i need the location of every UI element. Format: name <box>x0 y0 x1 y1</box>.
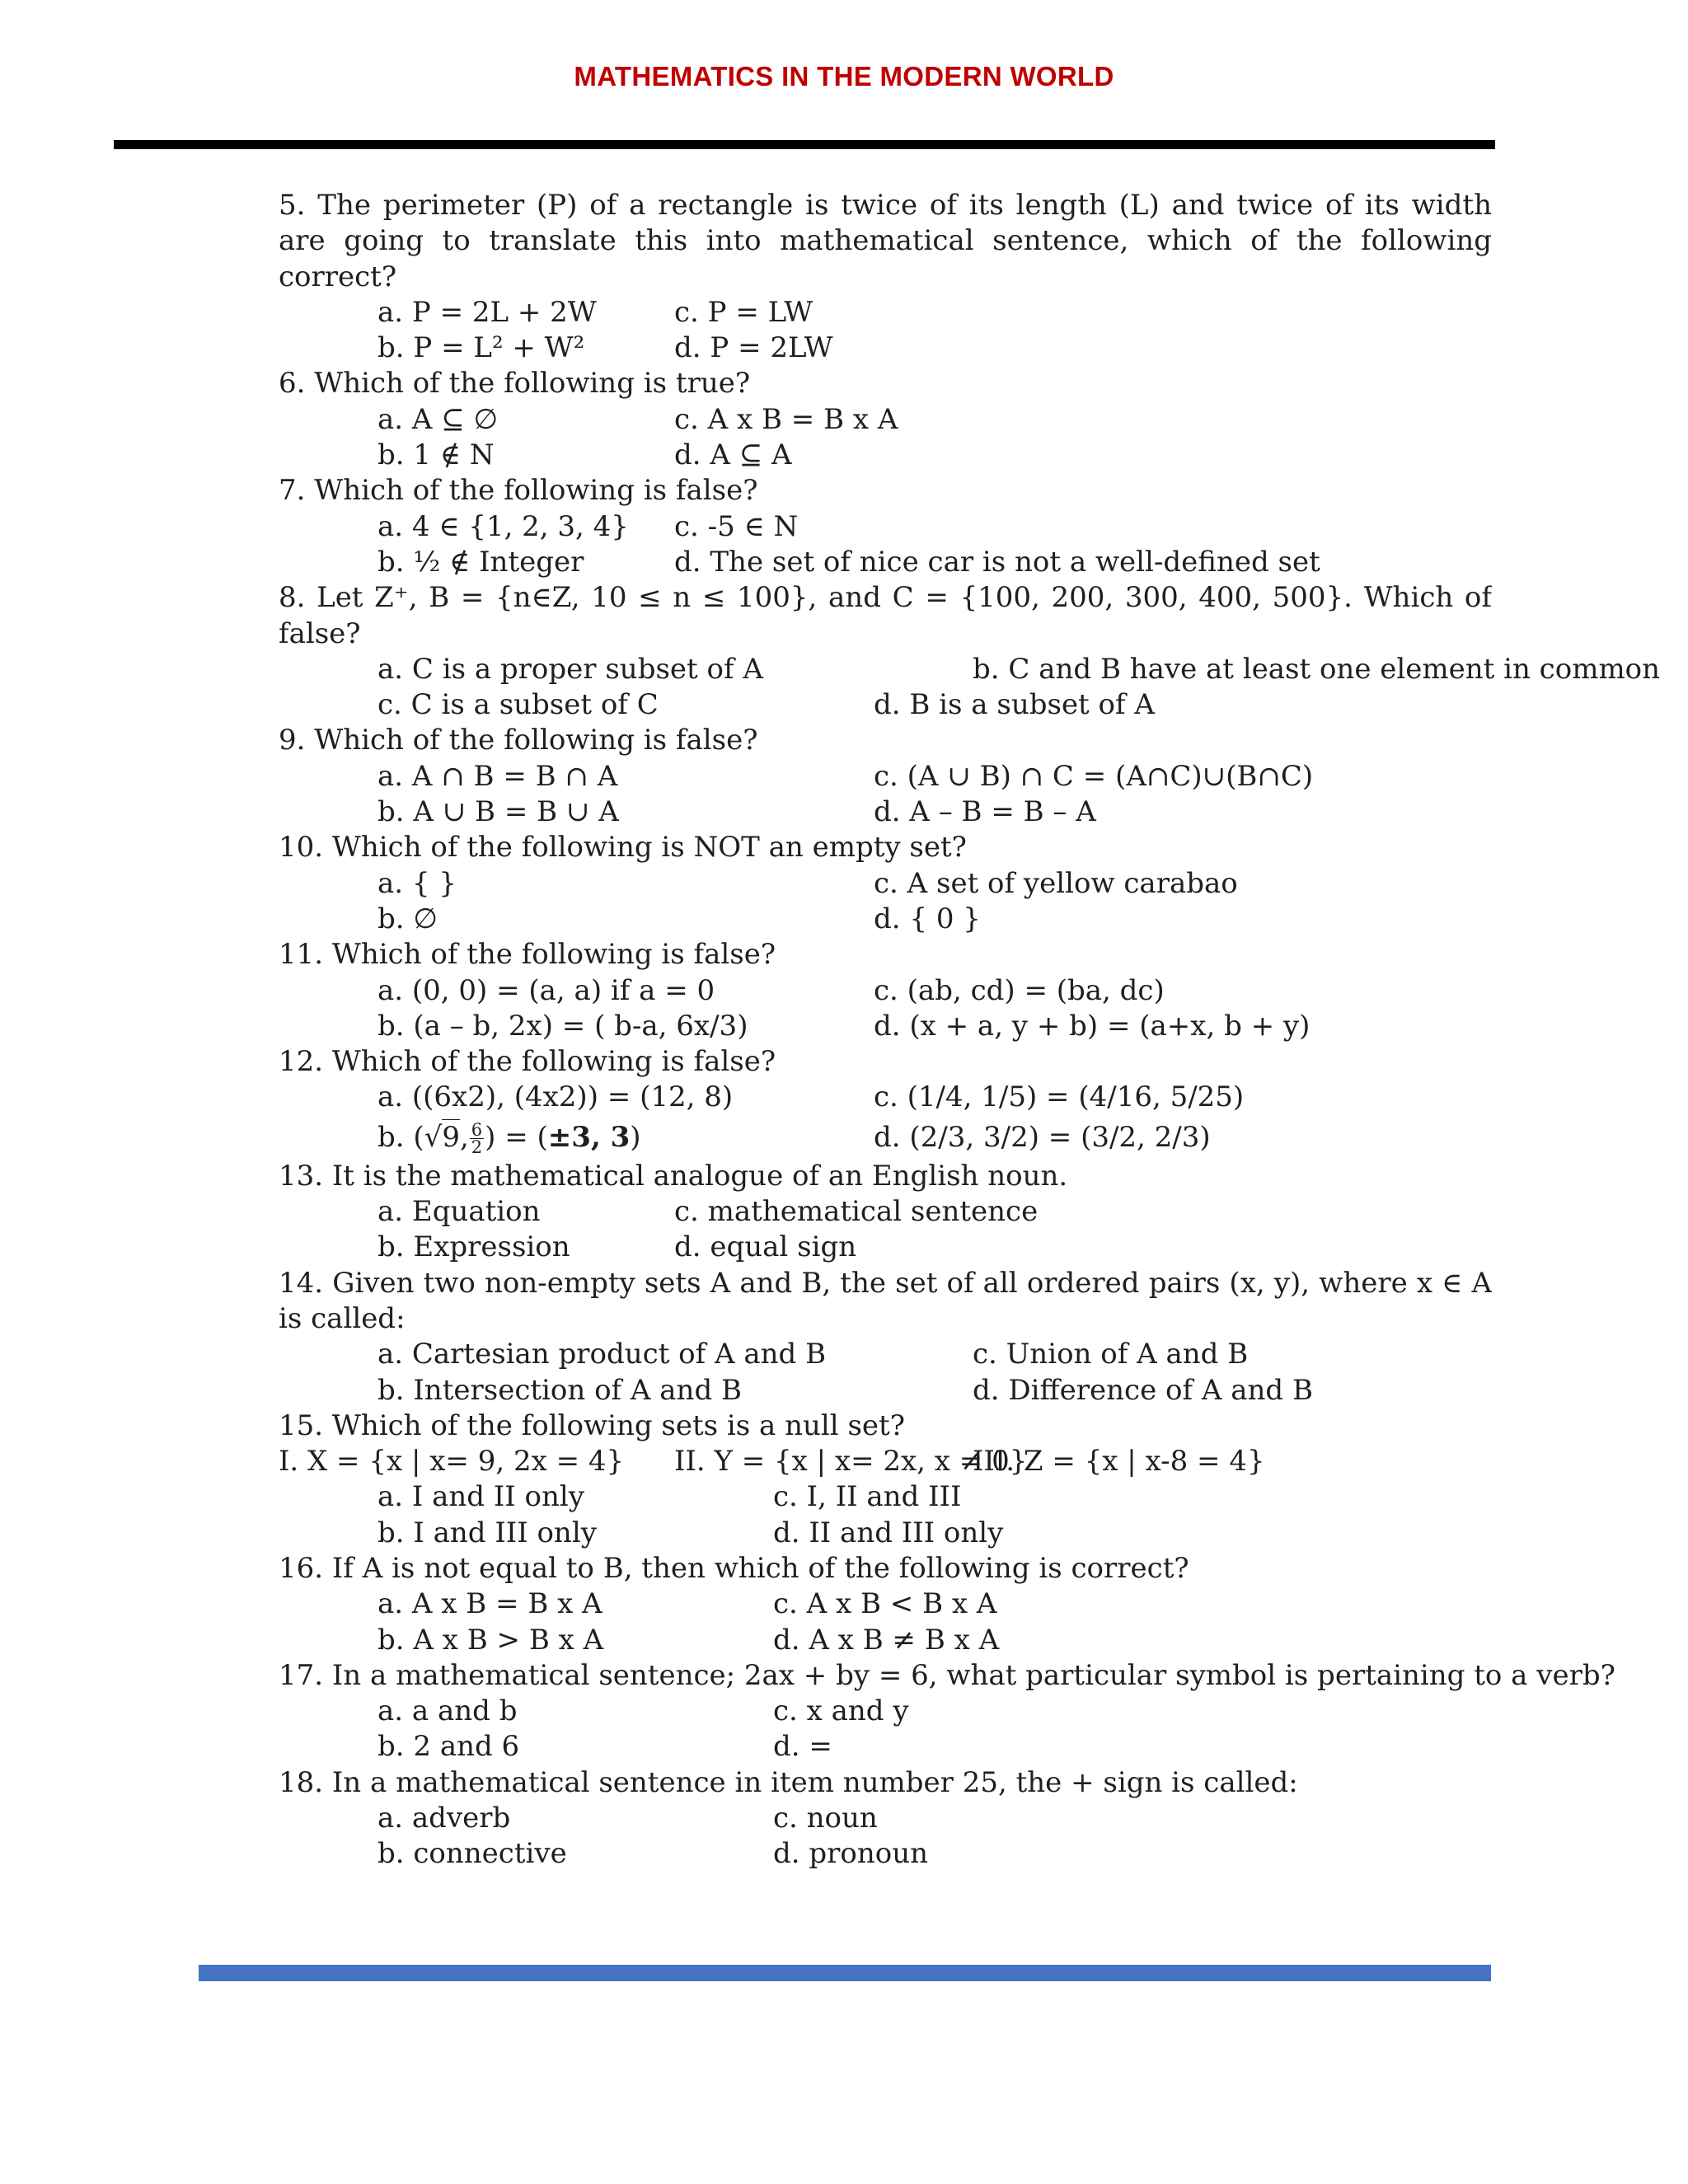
set-iii: III. Z = {x | x-8 = 4} <box>973 1445 1265 1479</box>
question-12: 12. Which of the following is false? <box>279 1045 776 1079</box>
option-b: b. ∅ <box>377 902 438 935</box>
option-a: a. A ⊆ ∅ <box>377 402 499 436</box>
options-row <box>279 1080 1492 1115</box>
option-b: b. 2 and 6 <box>377 1730 520 1764</box>
options-row <box>279 438 1492 473</box>
options-row <box>279 1337 1492 1372</box>
option-a: a. A ∩ B = B ∩ A <box>377 759 618 793</box>
option-b: b. (√9, $\frac{6}{2}$ ) = (±3, 3) <box>377 1120 641 1158</box>
option-a: a. (0, 0) = (a, a) if a = 0 <box>377 973 715 1007</box>
option-d: d. = <box>773 1730 832 1764</box>
option-c: c. I, II and III <box>773 1480 962 1514</box>
option-c: c. C is a subset of C <box>377 688 659 722</box>
option-b: b. Intersection of A and B <box>377 1373 743 1407</box>
option-c: c. A set of yellow carabao <box>874 866 1238 900</box>
options-row <box>279 1009 1492 1044</box>
option-c: c. A x B = B x A <box>674 402 898 436</box>
fraction-numerator: 6 <box>471 1120 483 1141</box>
option-b: b. (a – b, 2x) = ( b-a, 6x/3) <box>377 1009 748 1043</box>
bold-answer: ±3, 3 <box>547 1120 631 1154</box>
option-d: d. A – B = B – A <box>874 795 1096 829</box>
options-row <box>279 1516 1492 1551</box>
options-row <box>279 1586 1492 1622</box>
options-row <box>279 973 1492 1009</box>
question-5-line-3: correct? <box>279 260 397 293</box>
option-d: d. (x + a, y + b) = (a+x, b + y) <box>874 1009 1311 1043</box>
question-8-line-1: 8. Let Z⁺, B = {n∈Z, 10 ≤ n ≤ 100}, and C = {100, 200, 300, 400, 500}. Which of <box>279 581 1492 615</box>
option-b: b. P = L² + W² <box>377 331 585 365</box>
question-13: 13. It is the mathematical analogue of an English noun. <box>279 1159 1068 1193</box>
option-d: d. B is a subset of A <box>874 688 1155 722</box>
option-a: a. ((6x2), (4x2)) = (12, 8) <box>377 1080 734 1114</box>
options-row <box>279 759 1492 794</box>
sqrt-radicand: 9 <box>442 1120 460 1154</box>
question-16: 16. If A is not equal to B, then which of the following is correct? <box>279 1551 1189 1585</box>
question-6: 6. Which of the following is true? <box>279 367 751 401</box>
option-a: a. A x B = B x A <box>377 1587 603 1621</box>
option-a: a. { } <box>377 866 457 900</box>
options-row <box>279 902 1492 937</box>
question-11: 11. Which of the following is false? <box>279 938 776 972</box>
option-d: d. The set of nice car is not a well-defined set <box>674 545 1320 579</box>
option-b: b. A x B > B x A <box>377 1623 604 1657</box>
option-b: b. Expression <box>377 1230 570 1264</box>
option-b: b. I and III only <box>377 1516 597 1549</box>
set-definitions-row <box>279 1444 1492 1479</box>
options-row <box>279 1116 1492 1159</box>
options-row <box>279 1623 1492 1658</box>
options-row <box>279 687 1492 723</box>
options-row <box>279 295 1492 330</box>
option-c: c. x and y <box>773 1694 909 1728</box>
option-c: c. (ab, cd) = (ba, dc) <box>874 973 1165 1007</box>
sqrt-symbol: √ <box>424 1120 443 1154</box>
option-c: c. (1/4, 1/5) = (4/16, 5/25) <box>874 1080 1245 1114</box>
option-a: a. Cartesian product of A and B <box>377 1338 827 1371</box>
option-b: b. connective <box>377 1837 567 1871</box>
footer-divider <box>199 1965 1491 1981</box>
option-a: a. adverb <box>377 1802 511 1835</box>
option-b: b. A ∪ B = B ∪ A <box>377 795 619 829</box>
option-d: d. P = 2LW <box>674 331 833 365</box>
set-i: I. X = {x | x= 9, 2x = 4} <box>279 1445 625 1479</box>
set-ii: II. Y = {x | x= 2x, x ≠ 0} <box>674 1445 1028 1479</box>
option-c: c. noun <box>773 1802 878 1835</box>
option-a: a. C is a proper subset of A <box>377 652 763 686</box>
option-b: b. 1 ∉ N <box>377 438 495 472</box>
option-d: d. Difference of A and B <box>973 1373 1313 1407</box>
options-row <box>279 1194 1492 1230</box>
options-row <box>279 1729 1492 1765</box>
option-c: c. Union of A and B <box>973 1338 1249 1371</box>
question-18: 18. In a mathematical sentence in item number 25, the + sign is called: <box>279 1765 1298 1799</box>
option-a: a. 4 ∈ {1, 2, 3, 4} <box>377 509 629 543</box>
options-row <box>279 866 1492 902</box>
options-row <box>279 402 1492 438</box>
question-7: 7. Which of the following is false? <box>279 474 758 508</box>
question-5-line-2: are going to translate this into mathematical sentence, which of the following <box>279 224 1492 258</box>
option-d: d. A ⊆ A <box>674 438 792 472</box>
option-b: b. C and B have at least one element in common <box>973 652 1661 686</box>
question-8-line-2: false? <box>279 616 361 650</box>
option-c: c. (A ∪ B) ∩ C = (A∩C)∪(B∩C) <box>874 759 1314 793</box>
question-list <box>279 188 1661 1872</box>
question-14-line-1: 14. Given two non-empty sets A and B, the set of all ordered pairs (x, y), where x ∈ A <box>279 1266 1492 1300</box>
option-d: d. pronoun <box>773 1837 929 1871</box>
question-5-line-1: 5. The perimeter (P) of a rectangle is twice of its length (L) and twice of its width <box>279 189 1492 222</box>
options-row <box>279 1801 1492 1836</box>
option-c: c. -5 ∈ N <box>674 509 799 543</box>
fraction-denominator: 2 <box>471 1137 483 1158</box>
option-a: a. P = 2L + 2W <box>377 295 597 329</box>
options-row <box>279 330 1492 366</box>
page-header-title: MATHEMATICS IN THE MODERN WORLD <box>574 61 1114 91</box>
options-row <box>279 545 1492 580</box>
options-row <box>279 1479 1492 1515</box>
options-row <box>279 509 1492 545</box>
option-d: d. { 0 } <box>874 902 981 935</box>
option-a: a. a and b <box>377 1694 518 1728</box>
options-row <box>279 652 1661 687</box>
question-9: 9. Which of the following is false? <box>279 724 758 757</box>
options-row <box>279 794 1492 830</box>
option-d: d. A x B ≠ B x A <box>773 1623 1000 1657</box>
option-c: c. P = LW <box>674 295 814 329</box>
options-row <box>279 1230 1492 1265</box>
question-10: 10. Which of the following is NOT an empty set? <box>279 831 967 865</box>
question-17: 17. In a mathematical sentence; 2ax + by = 6, what particular symbol is pertaining to a verb? <box>279 1658 1615 1692</box>
options-row <box>279 1373 1492 1408</box>
options-row <box>279 1836 1492 1872</box>
header-divider <box>114 140 1495 149</box>
option-a: a. I and II only <box>377 1480 584 1514</box>
options-row <box>279 1694 1492 1729</box>
option-c: c. A x B < B x A <box>773 1587 997 1621</box>
question-15: 15. Which of the following sets is a null set? <box>279 1408 905 1442</box>
option-d: d. equal sign <box>674 1230 857 1264</box>
question-14-line-2: is called: <box>279 1301 406 1335</box>
option-c: c. mathematical sentence <box>674 1195 1039 1229</box>
option-d: d. (2/3, 3/2) = (3/2, 2/3) <box>874 1120 1211 1154</box>
option-d: d. II and III only <box>773 1516 1004 1549</box>
option-b: b. ½ ∉ Integer <box>377 545 584 579</box>
fraction <box>470 1120 484 1158</box>
option-a: a. Equation <box>377 1195 541 1229</box>
